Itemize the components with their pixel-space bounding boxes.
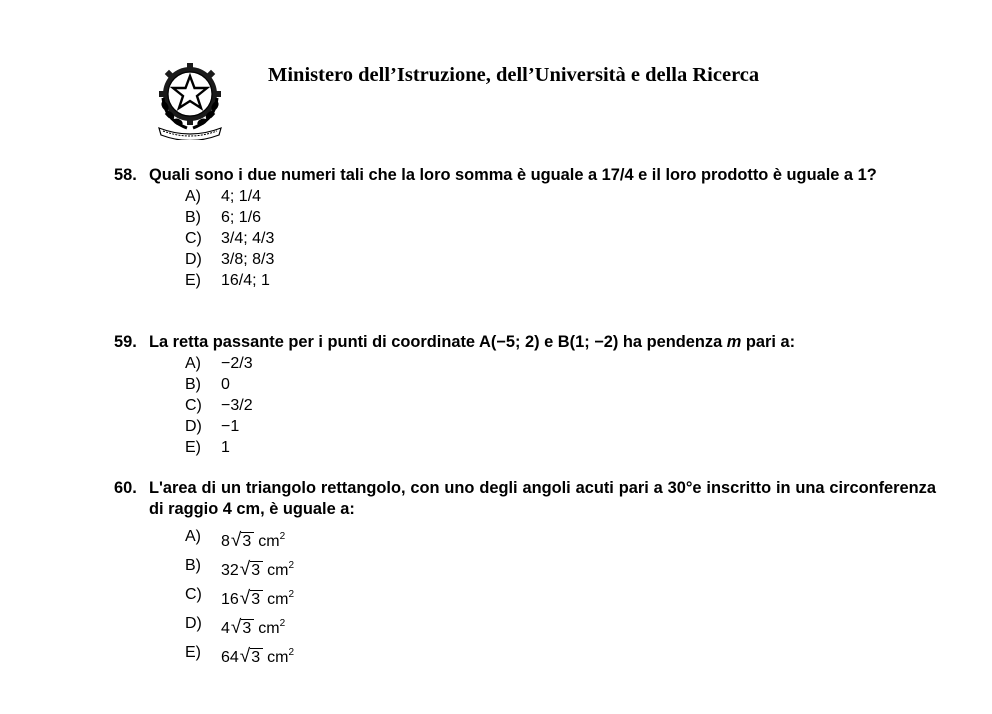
answer-option-c: C) 3/4; 4/3 [185, 230, 275, 247]
question-text: 58. Quali sono i due numeri tali che la loro somma è uguale a 17/4 e il loro prodotto è uguale a 1? [114, 166, 877, 184]
question-number: 59. [114, 333, 137, 351]
answer-option-a: A) 8 √ 3 $cm^2$ [185, 522, 936, 551]
answer-option-a: A) 4; 1/4 [185, 188, 262, 205]
question-60 [114, 478, 936, 667]
question-58 [114, 165, 936, 291]
answer-option-d: D) −1 [185, 418, 240, 435]
answer-option-e: E) 1 [185, 439, 230, 456]
answer-option-b: B) 32 √ 3 $cm^2$ [185, 551, 936, 580]
answer-option-c: C) −3/2 [185, 397, 253, 414]
answer-option-d: D) 4 √ 3 $cm^2$ [185, 609, 936, 638]
square-root-icon: √ [239, 588, 251, 609]
question-text: 59. La retta passante per i punti di coordinate A(−5; 2) e B(1; −2) ha pendenza m pari a: [114, 333, 796, 351]
question-59 [114, 332, 936, 458]
question-number: 60. [114, 479, 137, 497]
ministry-title: Ministero dell’Istruzione, dell’Università e della Ricerca [268, 64, 760, 86]
answer-option-b: B) 6; 1/6 [185, 209, 262, 226]
answer-option-d: D) 3/8; 8/3 [185, 251, 275, 268]
square-root-icon: √ [230, 530, 242, 551]
area-expression: 8 √ 3 $cm^2$ [221, 522, 285, 551]
area-expression: 16 √ 3 $cm^2$ [221, 580, 294, 609]
answer-option-b: B) 0 [185, 376, 230, 393]
slope-symbol: m [726, 333, 742, 351]
answer-option-c: C) 16 √ 3 $cm^2$ [185, 580, 936, 609]
area-expression: 32 √ 3 $cm^2$ [221, 551, 294, 580]
area-expression: 64 √ 3 $cm^2$ [221, 638, 294, 667]
answer-options [185, 186, 936, 291]
square-root-icon: √ [239, 559, 251, 580]
answer-options [185, 522, 936, 667]
square-root-icon: √ [239, 646, 251, 667]
republic-emblem-icon [153, 58, 227, 140]
answer-option-e: E) 16/4; 1 [185, 272, 270, 289]
square-root-icon: √ [230, 617, 242, 638]
question-number: 58. [114, 166, 137, 184]
question-text: 60. L'area di un triangolo rettangolo, con uno degli angoli acuti pari a 30°e inscritto in una circonferenza di raggio 4 cm, è uguale a: [114, 479, 936, 518]
area-expression: 4 √ 3 $cm^2$ [221, 609, 285, 638]
answer-option-a: A) −2/3 [185, 355, 253, 372]
answer-option-e: E) 64 √ 3 $cm^2$ [185, 638, 936, 667]
answer-options [185, 353, 936, 458]
